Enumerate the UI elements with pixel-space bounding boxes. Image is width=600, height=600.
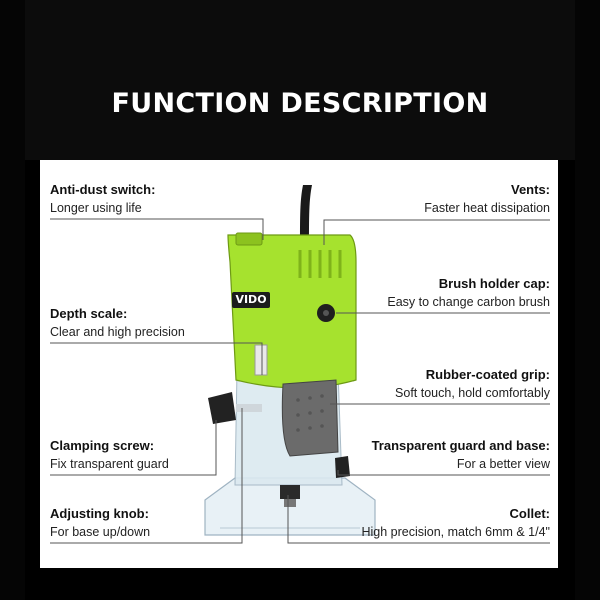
feature-rubber-coated-grip xyxy=(395,367,550,402)
feature-description: Easy to change carbon brush xyxy=(387,295,550,310)
feature-description: Soft touch, hold comfortably xyxy=(395,386,550,401)
feature-collet xyxy=(361,506,550,541)
feature-transparent-guard-base xyxy=(372,438,550,473)
feature-description: Clear and high precision xyxy=(50,325,185,340)
feature-heading: Adjusting knob: xyxy=(50,506,149,521)
feature-clamping-screw xyxy=(50,438,169,473)
feature-heading: Collet: xyxy=(509,506,550,521)
feature-heading: Vents: xyxy=(510,182,550,197)
feature-description: For base up/down xyxy=(50,525,151,540)
feature-description: Longer using life xyxy=(50,201,142,216)
feature-heading: Brush holder cap: xyxy=(438,276,550,291)
page-title: FUNCTION DESCRIPTION xyxy=(111,88,489,119)
feature-depth-scale xyxy=(50,306,185,341)
feature-heading: Clamping screw: xyxy=(50,438,155,453)
feature-description: Fix transparent guard xyxy=(50,457,169,472)
feature-heading: Depth scale: xyxy=(50,306,128,321)
feature-heading: Rubber-coated grip: xyxy=(425,367,550,382)
feature-adjusting-knob xyxy=(50,506,150,541)
feature-heading: Anti-dust switch: xyxy=(50,182,156,197)
feature-brush-holder-cap xyxy=(387,276,550,311)
feature-description: Faster heat dissipation xyxy=(424,201,550,216)
feature-heading: Transparent guard and base: xyxy=(371,438,550,453)
feature-description: For a better view xyxy=(456,457,550,472)
brand-logo: VIDO xyxy=(235,293,267,306)
feature-anti-dust-switch xyxy=(50,182,155,217)
feature-description: High precision, match 6mm & 1/4" xyxy=(361,525,550,540)
feature-vents xyxy=(424,182,550,217)
